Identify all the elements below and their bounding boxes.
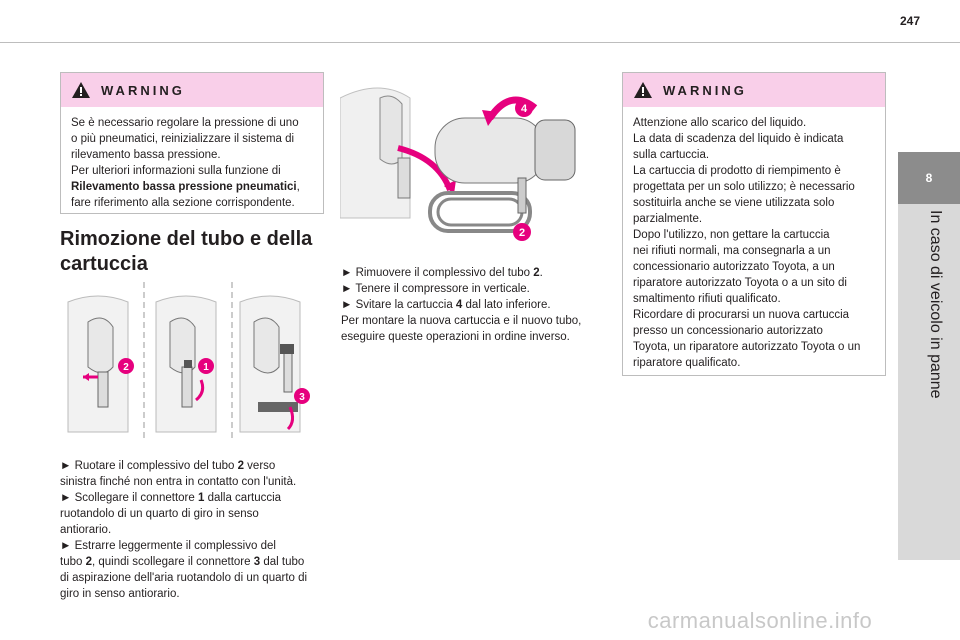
step-ref: 1 bbox=[197, 492, 205, 504]
warning-header bbox=[623, 73, 885, 107]
warning-body bbox=[623, 107, 885, 379]
warning-triangle-icon bbox=[71, 81, 91, 99]
middle-steps bbox=[341, 265, 601, 345]
step-line bbox=[60, 506, 330, 522]
step-line bbox=[60, 474, 330, 490]
section-title-line: cartuccia bbox=[60, 253, 148, 275]
warning-box-right bbox=[622, 72, 886, 376]
step-line bbox=[341, 281, 601, 297]
bold-term: Rilevamento bassa pressione pneumatici bbox=[71, 181, 297, 193]
warning-line: La cartuccia di prodotto di riempimento è bbox=[633, 165, 841, 177]
warning-line: fare riferimento alla sezione corrispondente. bbox=[71, 197, 295, 209]
step-text: dal lato inferiore. bbox=[462, 299, 551, 311]
warning-line: progettata per un solo utilizzo; è necessario bbox=[633, 181, 855, 193]
step-text: dalla cartuccia bbox=[204, 492, 282, 504]
step-text: verso bbox=[243, 460, 276, 472]
left-steps bbox=[60, 458, 330, 602]
step-line bbox=[60, 490, 330, 506]
warning-body bbox=[61, 107, 323, 219]
step-text: ruotandolo di un quarto di giro in senso bbox=[60, 508, 259, 520]
warning-line: parzialmente. bbox=[633, 213, 703, 225]
step-line bbox=[341, 329, 601, 345]
warning-triangle-icon bbox=[633, 81, 653, 99]
warning-line: smaltimento rifiuti qualificato. bbox=[633, 293, 781, 305]
step-text: Per montare la nuova cartuccia e il nuovo tubo, bbox=[341, 315, 582, 327]
warning-line: concessionario autorizzato Toyota, a un bbox=[633, 261, 835, 273]
step-text: tubo bbox=[60, 556, 86, 568]
step-line bbox=[341, 297, 601, 313]
step-text: . bbox=[539, 267, 543, 279]
step-ref: 2 bbox=[533, 267, 540, 279]
warning-line-suffix: , bbox=[296, 181, 300, 193]
step-text: ► Svitare la cartuccia bbox=[341, 299, 456, 311]
step-text: di aspirazione dell'aria ruotandolo di un quarto di bbox=[60, 572, 308, 584]
cartridge-figure bbox=[340, 78, 600, 248]
warning-line: sostituirla anche se viene utilizzata solo bbox=[633, 197, 835, 209]
warning-line: rilevamento bassa pressione. bbox=[71, 149, 221, 161]
warning-line: Dopo l'utilizzo, non gettare la cartuccia bbox=[633, 229, 830, 241]
step-line bbox=[60, 586, 330, 602]
warning-header bbox=[61, 73, 323, 107]
step-text: ► Rimuovere il complessivo del tubo bbox=[341, 267, 534, 279]
step-text: eseguire queste operazioni in ordine inverso. bbox=[341, 331, 570, 343]
warning-line: Ricordare di procurarsi un nuova cartuccia bbox=[633, 309, 850, 321]
step-text: ► Ruotare il complessivo del tubo bbox=[60, 460, 238, 472]
warning-line: Attenzione allo scarico del liquido. bbox=[633, 117, 807, 129]
warning-line: presso un concessionario autorizzato bbox=[633, 325, 823, 337]
step-line bbox=[341, 265, 601, 281]
section-title bbox=[60, 227, 330, 277]
chapter-number: 8 bbox=[898, 152, 960, 204]
warning-line: riparatore qualificato. bbox=[633, 357, 741, 369]
step-ref: 2 bbox=[237, 460, 244, 472]
callout-1: 1 bbox=[203, 362, 209, 373]
step-ref: 3 bbox=[253, 556, 261, 568]
warning-line: o più pneumatici, reinizializzare il sistema di bbox=[71, 133, 295, 145]
step-text: antiorario. bbox=[60, 524, 112, 536]
step-text: ► Estrarre leggermente il complessivo del bbox=[60, 540, 276, 552]
warning-label: WARNING bbox=[101, 82, 185, 98]
chapter-title: In caso di veicolo in panne bbox=[927, 210, 944, 399]
warning-line: riparatore autorizzato Toyota o a un sito di bbox=[633, 277, 847, 289]
callout-2: 2 bbox=[123, 362, 129, 373]
step-text: ► Tenere il compressore in verticale. bbox=[341, 283, 530, 295]
callout-3: 3 bbox=[299, 392, 305, 403]
warning-box-left bbox=[60, 72, 324, 214]
step-text: sinistra finché non entra in contatto con l'unità. bbox=[60, 476, 297, 488]
callout-4: 4 bbox=[520, 103, 528, 115]
step-line bbox=[341, 313, 601, 329]
warning-line: sulla cartuccia. bbox=[633, 149, 710, 161]
watermark: carmanualsonline.info bbox=[647, 608, 873, 633]
step-ref: 2 bbox=[85, 556, 92, 568]
step-line bbox=[60, 522, 330, 538]
step-ref: 4 bbox=[455, 299, 463, 311]
warning-line: La data di scadenza del liquido è indicata bbox=[633, 133, 844, 145]
step-line bbox=[60, 570, 330, 586]
step-text: dal tubo bbox=[260, 556, 305, 568]
step-line bbox=[60, 538, 330, 554]
step-line bbox=[60, 458, 330, 474]
step-text: , quindi scollegare il connettore bbox=[91, 556, 254, 568]
top-rule bbox=[0, 42, 960, 43]
step-line bbox=[60, 554, 330, 570]
warning-line: Toyota, un riparatore autorizzato Toyota o un bbox=[633, 341, 861, 353]
warning-line: Per ulteriori informazioni sulla funzione di bbox=[71, 165, 281, 177]
warning-line: Se è necessario regolare la pressione di uno bbox=[71, 117, 299, 129]
callout-2b: 2 bbox=[518, 227, 526, 239]
warning-line bbox=[71, 179, 313, 195]
step-text: ► Scollegare il connettore bbox=[60, 492, 198, 504]
section-title-line: Rimozione del tubo e della bbox=[60, 228, 313, 250]
warning-line: nei rifiuti normali, ma consegnarla a un bbox=[633, 245, 831, 257]
hose-removal-figure bbox=[58, 282, 320, 442]
step-text: giro in senso antiorario. bbox=[60, 588, 180, 600]
warning-label: WARNING bbox=[663, 82, 747, 98]
page-number: 247 bbox=[899, 14, 920, 28]
